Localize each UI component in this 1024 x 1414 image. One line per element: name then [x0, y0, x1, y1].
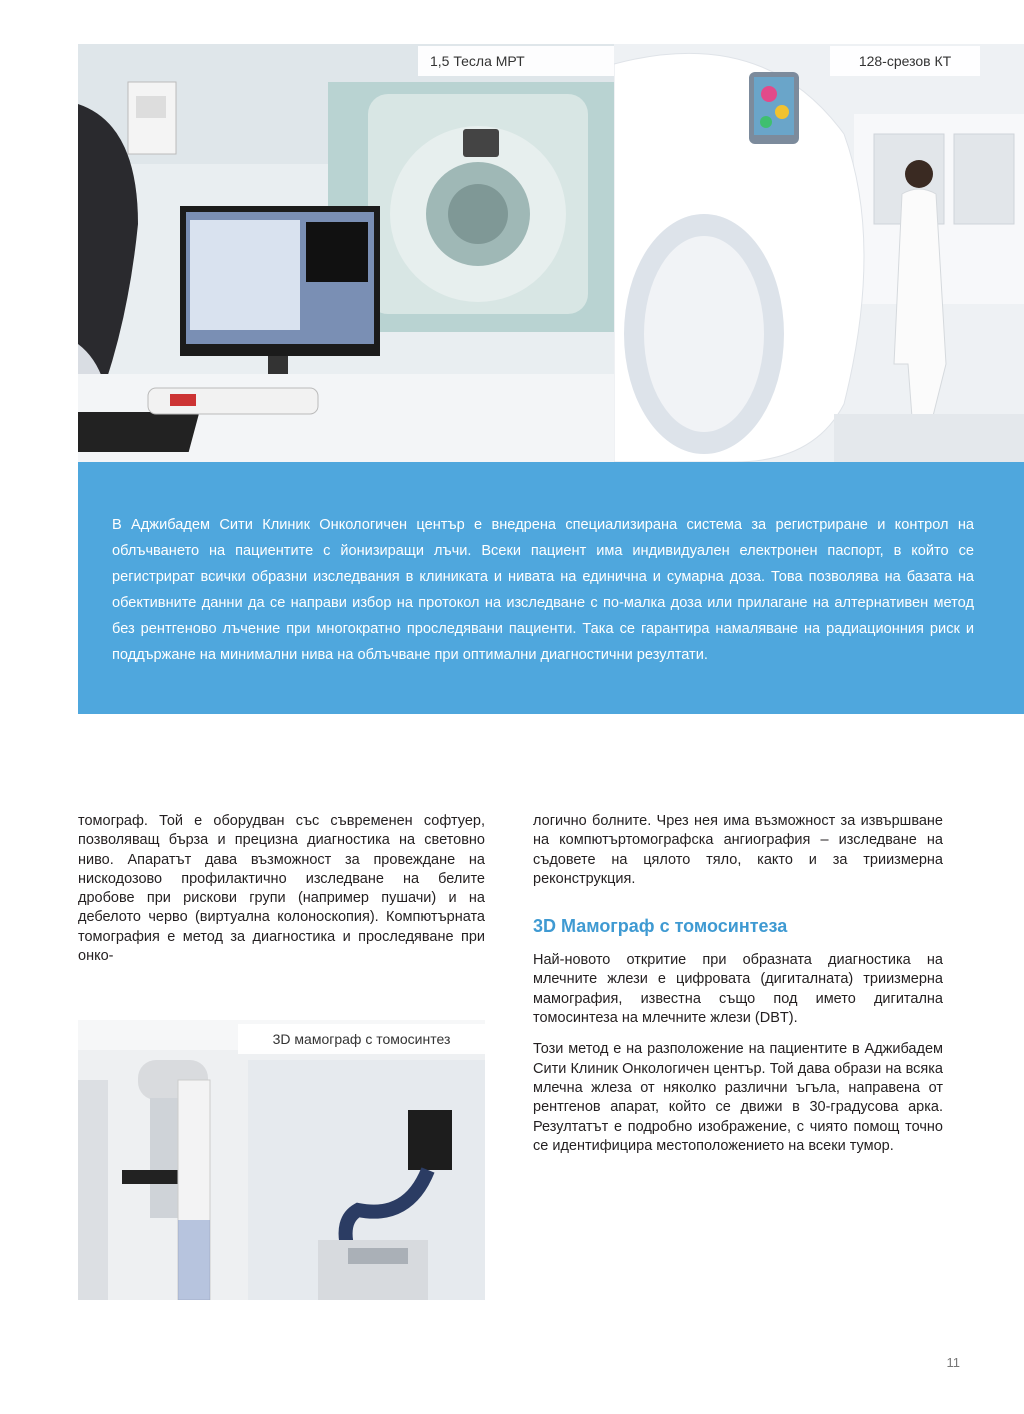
right-paragraph-1: Най-новото откритие при образната диагностика на млечните жлези е цифровата (дигиталната) триизмерна мамография, известна също под името дигитална томосинтеза на млечните жлези (DBT).: [533, 952, 943, 1027]
mri-room-image: [78, 44, 614, 462]
mammograph-photo: [78, 1020, 485, 1300]
mammograph-room-image: [78, 1020, 485, 1300]
right-intro: логично болните. Чрез нея има възможност за извършване на компютъртомографска ангиография – изследване на съдовете на цялото тяло, както и за триизмерна реконструкция.: [533, 813, 943, 887]
info-box-text: В Аджибадем Сити Клиник Онкологичен център е внедрена специализирана система за регистриране и контрол на облъчването на пациентите с йонизиращи лъчи. Всеки пациент има индивидуален електронен паспорт, в който се регистрират всички образни изследвания в клиниката и нивата на единична и сумарна доза. Това позволява на базата на обективните данни да се направи избор на протокол на изследване с по-малка доза или прилагане на алтернативен метод без рентгеново лъчение при многократно проследявани пациенти. Така се гарантира намаляване на радиационния риск и поддържане на минимални нива на облъчване при оптимални диагностични резултати.: [112, 517, 974, 663]
mammograph-caption: 3D мамограф с томосинтез: [238, 1024, 485, 1054]
ct-caption: 128-срезов КТ: [830, 46, 980, 76]
right-column: [533, 812, 943, 1168]
mri-caption: 1,5 Тесла МРТ: [418, 46, 614, 76]
mammograph-heading: 3D Мамограф с томосинтеза: [533, 916, 788, 937]
ct-room-image: [614, 44, 1024, 462]
info-box: [78, 462, 1024, 714]
mri-photo: [78, 44, 614, 462]
ct-photo: [614, 44, 1024, 462]
right-paragraph-2: Този метод е на разположение на пациентите в Аджибадем Сити Клиник Онкологичен център. Той дава образи на всяка млечна жлеза от няколко различни ъгъла, направена от рентгенов апарат, който се движи в 30-градусова арка. Резултатът е подробно изображение, с чиято помощ точно се идентифицира местоположението на всеки тумор.: [533, 1041, 943, 1154]
page-number: 11: [946, 1355, 960, 1370]
left-column: [78, 812, 485, 978]
left-paragraph: томограф. Той е оборудван със съвременен софтуер, позволяващ бърза и прецизна диагностика на световно ниво. Апаратът дава възможност за провеждане на нискодозово профилактично изследване на белите дробове при рискови групи (например пушачи) и на дебелото черво (виртуална колоноскопия). Компютърната томография е метод за диагностика и проследяване при онко-: [78, 813, 485, 965]
